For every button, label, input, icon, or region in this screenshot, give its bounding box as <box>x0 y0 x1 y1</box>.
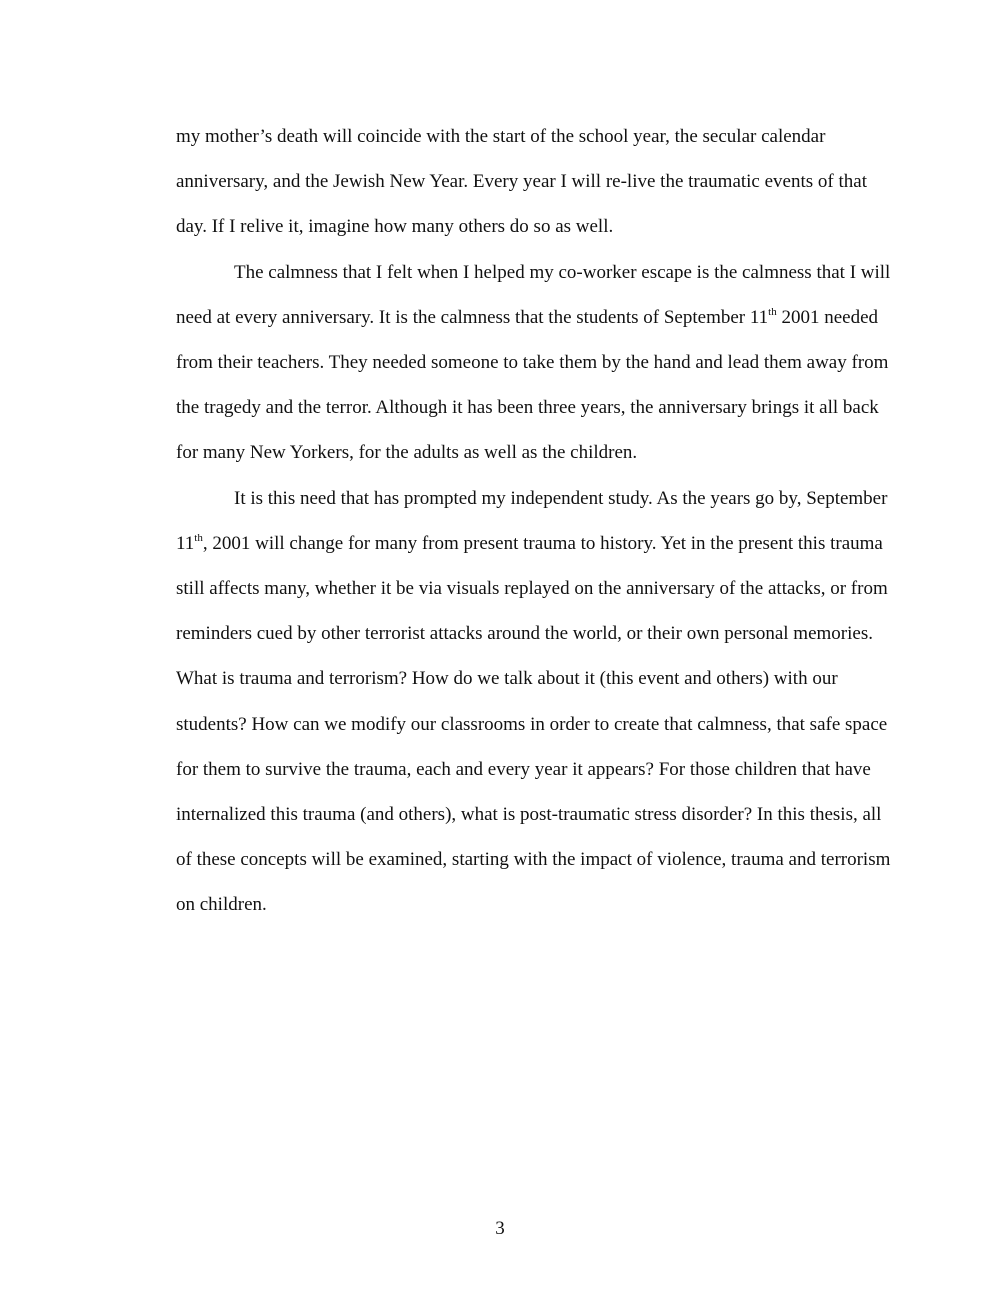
paragraph-2-text-end: 2001 needed from their teachers. They needed someone to take them by the hand and lead them away from the tragedy and the terror. Although it has been three years, the anniversary brings it all back for many New Yorkers, for the adults as well as the children. <box>176 306 889 464</box>
paragraph-2 <box>176 250 896 476</box>
paragraph-2-text-start: The calmness that I felt when I helped my co-worker escape is the calmness that I will need at every anniversary. It is the calmness that the students of September 11 <box>176 261 891 328</box>
ordinal-superscript: th <box>768 305 777 318</box>
page-number: 3 <box>495 1218 505 1239</box>
paragraph-3-text-end: , 2001 will change for many from present trauma to history. Yet in the present this trauma still affects many, whether it be via visuals replayed on the anniversary of the attacks, or from reminders cued by other terrorist attacks around the world, or their own personal memories. What is trauma and terrorism? How do we talk about it (this event and others) with our students? How can we modify our classrooms in order to create that calmness, that safe space for them to survive the trauma, each and every year it appears? For those children that have internalized this trauma (and others), what is post-traumatic stress disorder? In this thesis, all of these concepts will be examined, starting with the impact of violence, trauma and terrorism on children. <box>176 532 891 916</box>
body-text <box>176 114 896 928</box>
paragraph-3 <box>176 476 896 928</box>
paragraph-1: my mother’s death will coincide with the start of the school year, the secular calendar anniversary, and the Jewish New Year. Every year I will re-live the traumatic events of that day. If I relive it, imagine how many others do so as well. <box>176 126 867 238</box>
paragraph-3-text-start: It is this need that has prompted my independent study. As the years go by, September 11 <box>176 487 888 554</box>
ordinal-superscript: th <box>194 531 203 544</box>
